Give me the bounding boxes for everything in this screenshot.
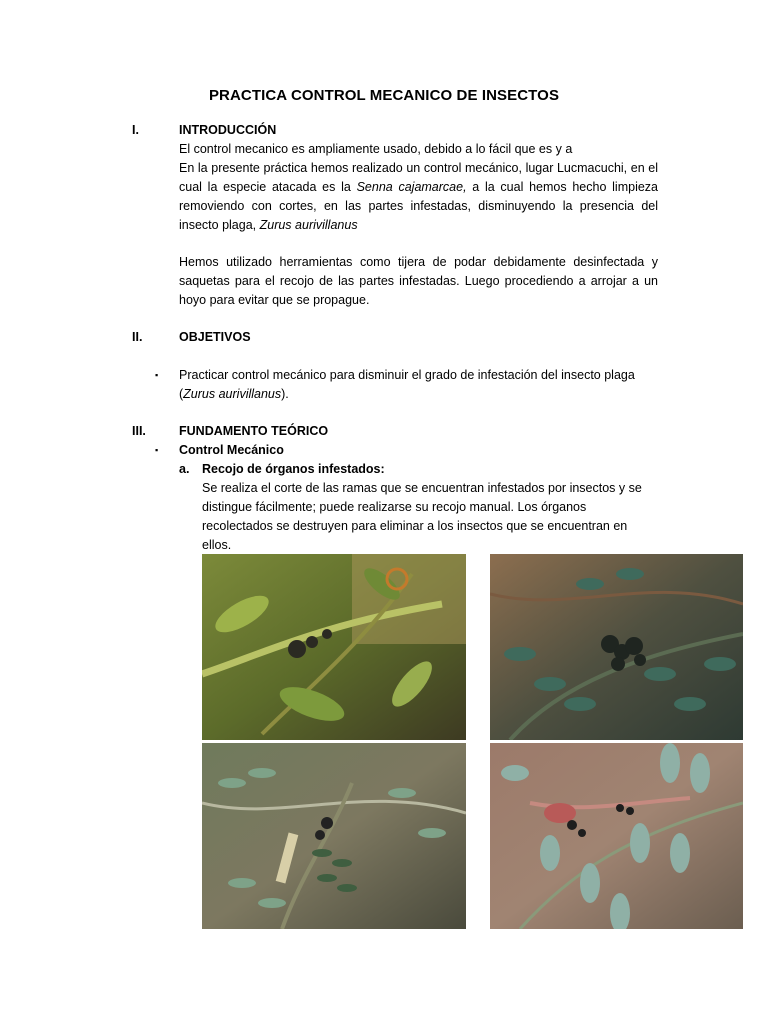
intro-line: El control mecanico es ampliamente usado, debido a lo fácil que es y a <box>179 142 573 156</box>
plant-photo-4 <box>490 743 743 929</box>
plant-photo-3 <box>202 743 466 929</box>
plant-photo-2 <box>490 554 743 740</box>
intro-p1-text-a: En la presente práctica hemos realizado un control mecánico, lugar Lucmacuchi, en el cual la especie atacada es la <box>179 161 658 194</box>
intro-paragraph-2: Hemos utilizado herramientas como tijera de podar debidamente desinfectada y saquetas para el recojo de las partes infestadas. Luego procediendo a arrojar a un hoyo para evitar que se propague. <box>179 255 658 307</box>
objective-text-a: Practicar control mecánico para disminuir el grado de infestación del insecto plaga ( <box>179 368 635 401</box>
section-number-theory: III. <box>132 424 146 438</box>
section-heading-intro: INTRODUCCIÓN <box>179 123 277 137</box>
objective-species: Zurus aurivillanus <box>183 387 282 401</box>
section-number-intro: I. <box>132 123 139 137</box>
pest-name: Zurus aurivillanus <box>259 218 358 232</box>
page-title: PRACTICA CONTROL MECANICO DE INSECTOS <box>208 87 560 104</box>
theory-item-text: Se realiza el corte de las ramas que se encuentran infestados por insectos y se distingue fácilmente; puede realizarse su recojo manual. Los órganos recolectados se destruyen para eliminar a los insectos que se encuentran en ellos. <box>202 481 642 552</box>
objective-item <box>179 366 658 404</box>
objective-text-b: ). <box>281 387 289 401</box>
theory-item-heading: Recojo de órganos infestados: <box>202 462 385 476</box>
plant-photo-1 <box>202 554 466 740</box>
section-heading-objectives: OBJETIVOS <box>179 330 251 344</box>
theory-subheading: Control Mecánico <box>179 443 284 457</box>
theory-bullet: ▪ <box>155 445 159 455</box>
intro-paragraph-1 <box>179 159 658 235</box>
intro-p1-text-b: a la cual hemos hecho limpieza removiendo con cortes, en las partes infestadas, disminuyendo la presencia del insecto plaga, <box>179 180 659 232</box>
section-heading-theory: FUNDAMENTO TEÓRICO <box>179 424 329 438</box>
theory-item-letter: a. <box>179 462 190 476</box>
section-number-objectives: II. <box>132 330 143 344</box>
objective-bullet: ▪ <box>155 370 159 380</box>
species-name: Senna cajamarcae, <box>356 180 467 194</box>
